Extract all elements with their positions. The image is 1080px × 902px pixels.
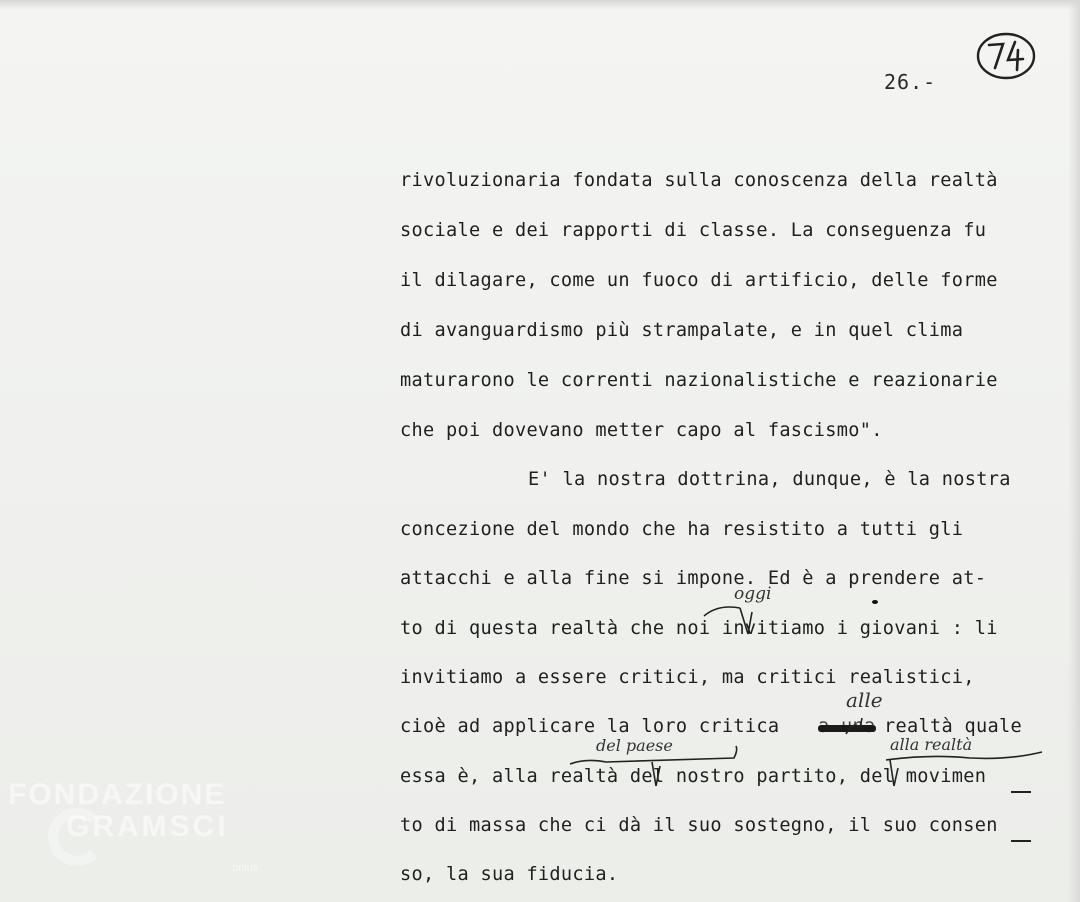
ink-mark-period	[872, 600, 878, 604]
body-line-5: maturarono le correnti nazionalistiche e reazionarie	[400, 370, 998, 391]
insertion-caret-alle	[840, 700, 880, 740]
watermark-line-1: FONDAZIONE	[8, 778, 227, 811]
body-line-15: so, la sua fiducia.	[400, 864, 619, 885]
body-line-1: rivoluzionaria fondata sulla conoscenza della realtà	[400, 170, 998, 191]
page-number: 26.-	[884, 70, 937, 94]
body-line-6: che poi dovevano metter capo al fascismo".	[400, 420, 883, 441]
handwritten-insert-alla-realta: alla realtà	[890, 735, 973, 754]
archive-number-stamp	[975, 30, 1037, 82]
handwritten-circled-number	[975, 30, 1037, 82]
insertion-caret-del-paese	[566, 740, 746, 790]
handwritten-insert-oggi: oggi	[734, 584, 772, 604]
body-line-9: attacchi e alla fine si impone. Ed è a prendere at-	[400, 568, 987, 589]
insertion-caret-alla-realta	[870, 740, 1050, 790]
body-line-4: di avanguardismo più strampalate, e in quel clima	[400, 320, 964, 341]
body-line-14: to di massa che ci dà il suo sostegno, il suo consen	[400, 815, 998, 836]
insertion-caret-oggi	[700, 598, 770, 638]
body-line-3: il dilagare, come un fuoco di artificio, delle forme	[400, 270, 998, 291]
body-line-13: essa è, alla realtà del nostro partito, del movimen	[400, 766, 987, 787]
body-line-2: sociale e dei rapporti di classe. La conseguenza fu	[400, 220, 987, 241]
watermark-g-icon	[48, 808, 106, 866]
body-line-11: invitiamo a essere critici, ma critici realistici,	[400, 667, 975, 688]
page-edge-shadow-top	[0, 0, 1080, 10]
underline-mark-consen	[1011, 840, 1031, 842]
body-line-7: E' la nostra dottrina, dunque, è la nostra	[528, 469, 1011, 490]
watermark-logo	[8, 780, 229, 842]
body-line-12-end: realtà quale	[884, 716, 1022, 737]
body-line-10: to di questa realtà che noi invitiamo i giovani : li	[400, 618, 998, 639]
handwritten-insert-alle: alle	[846, 688, 883, 712]
body-line-12-start: cioè ad applicare la loro critica	[400, 716, 780, 737]
watermark-line-2: GRAMSCI	[66, 810, 229, 843]
page-edge-shadow-right	[1068, 0, 1080, 902]
body-line-8: concezione del mondo che ha resistito a tutti gli	[400, 519, 964, 540]
underline-mark-movimen	[1011, 791, 1031, 793]
handwritten-insert-del-paese: del paese	[596, 736, 673, 755]
watermark-small-text: onlus	[232, 862, 259, 874]
